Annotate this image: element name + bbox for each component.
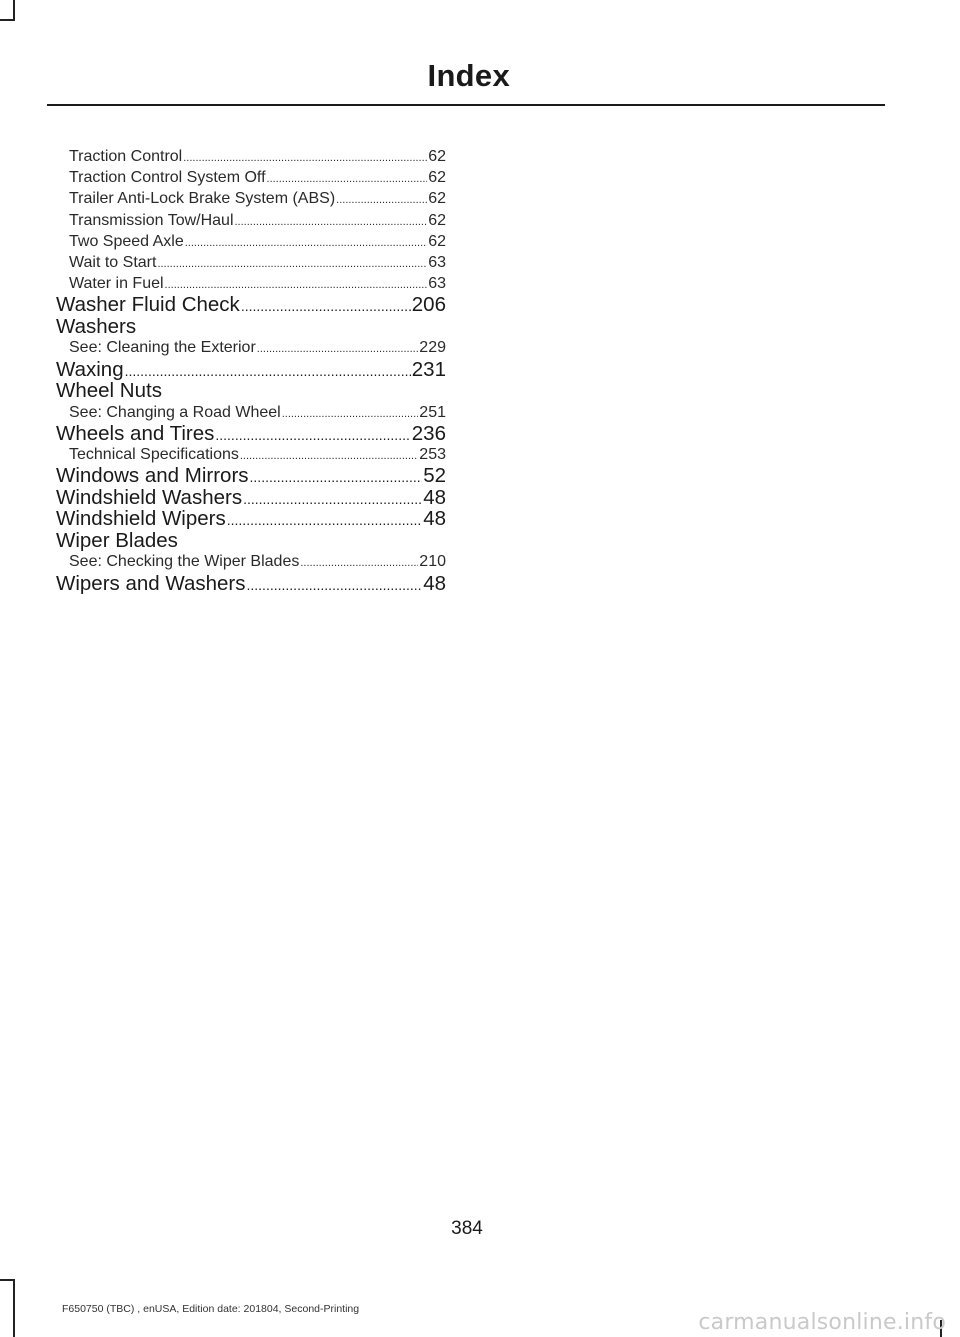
- index-entry-page: 62: [428, 211, 446, 229]
- dot-leader: [235, 212, 428, 233]
- index-entry-page: 253: [419, 446, 446, 464]
- index-entry-label: Traction Control: [69, 148, 183, 165]
- index-entry-page: 231: [411, 357, 446, 381]
- index-entry-page: 63: [428, 253, 446, 271]
- crop-mark-bottom-left-v: [13, 1280, 15, 1337]
- index-list: [56, 146, 446, 594]
- crop-mark-bottom-left-h: [0, 1279, 15, 1281]
- dot-leader: [250, 467, 423, 489]
- index-entry-label: Windshield Washers: [56, 485, 243, 509]
- index-entry-page: 52: [423, 464, 446, 488]
- index-entry: [56, 188, 446, 209]
- index-entry: [56, 380, 446, 402]
- index-entry-label: Trailer Anti-Lock Brake System (ABS): [69, 190, 336, 208]
- dot-leader: [227, 510, 422, 532]
- index-entry: [56, 359, 446, 381]
- index-entry: [56, 146, 446, 167]
- index-entry: [56, 294, 446, 316]
- index-entry-label: Wiper Blades: [56, 528, 178, 552]
- index-entry: [56, 252, 446, 273]
- index-entry-label: See: Changing a Road Wheel: [69, 403, 281, 421]
- dot-leader: [240, 446, 418, 467]
- index-entry-label: Windshield Wipers: [56, 507, 226, 531]
- index-entry: [56, 551, 446, 572]
- index-entry-page: 62: [428, 232, 446, 250]
- dot-leader: [336, 190, 427, 211]
- index-entry-label: Wheel Nuts: [56, 379, 162, 402]
- crop-mark-top-left-h: [0, 19, 15, 21]
- dot-leader: [247, 575, 423, 597]
- dot-leader: [157, 254, 427, 275]
- index-entry-page: 48: [423, 571, 446, 595]
- index-entry: [56, 465, 446, 487]
- index-entry-page: 62: [428, 148, 446, 165]
- index-entry-label: Water in Fuel: [69, 275, 164, 293]
- index-entry-page: 63: [428, 275, 446, 293]
- index-entry-page: 236: [411, 421, 446, 445]
- header-rule: [47, 104, 885, 106]
- index-entry: [56, 231, 446, 252]
- dot-leader: [282, 404, 419, 425]
- index-entry-label: Technical Specifications: [69, 446, 239, 464]
- index-entry-page: 48: [423, 485, 446, 509]
- index-entry-label: Wheels and Tires: [56, 421, 215, 445]
- dot-leader: [267, 169, 428, 190]
- index-entry-page: 48: [423, 507, 446, 531]
- dot-leader: [257, 339, 419, 360]
- dot-leader: [125, 361, 411, 383]
- index-entry: [56, 402, 446, 423]
- edition-footer: F650750 (TBC) , enUSA, Edition date: 201804, Second-Printing: [62, 1303, 360, 1315]
- dot-leader: [300, 553, 418, 574]
- index-entry-label: See: Checking the Wiper Blades: [69, 553, 300, 571]
- index-entry: [56, 487, 446, 509]
- index-entry: [56, 573, 446, 595]
- index-entry-page: 229: [419, 339, 446, 357]
- index-entry-label: Windows and Mirrors: [56, 464, 249, 488]
- dot-leader: [183, 148, 427, 169]
- watermark-logo: carmanualsonline.info: [698, 1310, 946, 1335]
- index-entry: [56, 210, 446, 231]
- page-title: Index: [427, 58, 510, 93]
- index-entry-page: 62: [428, 190, 446, 208]
- dot-leader: [243, 489, 422, 511]
- index-entry-page: 210: [419, 553, 446, 571]
- index-entry: [56, 508, 446, 530]
- index-entry-page: 206: [411, 293, 446, 317]
- dot-leader: [185, 233, 427, 254]
- index-entry: [56, 316, 446, 338]
- index-entry-label: Transmission Tow/Haul: [69, 211, 234, 229]
- index-entry: [56, 337, 446, 358]
- page-number: 384: [451, 1218, 483, 1239]
- index-entry-label: Washer Fluid Check: [56, 293, 240, 317]
- index-entry: [56, 530, 446, 552]
- index-entry: [56, 167, 446, 188]
- index-entry: [56, 423, 446, 445]
- index-entry-page: 62: [428, 169, 446, 187]
- index-entry-label: See: Cleaning the Exterior: [69, 339, 256, 357]
- index-entry-label: Traction Control System Off: [69, 169, 266, 187]
- index-entry-page: 251: [419, 403, 446, 421]
- index-entry-label: Wipers and Washers: [56, 571, 246, 595]
- index-entry: [56, 444, 446, 465]
- index-entry-label: Wait to Start: [69, 253, 157, 271]
- dot-leader: [241, 296, 411, 318]
- index-entry-label: Waxing: [56, 357, 124, 381]
- crop-mark-top-left-v: [13, 0, 15, 20]
- index-entry-label: Washers: [56, 314, 137, 338]
- index-entry: [56, 273, 446, 294]
- index-entry-label: Two Speed Axle: [69, 232, 184, 250]
- dot-leader: [215, 425, 410, 447]
